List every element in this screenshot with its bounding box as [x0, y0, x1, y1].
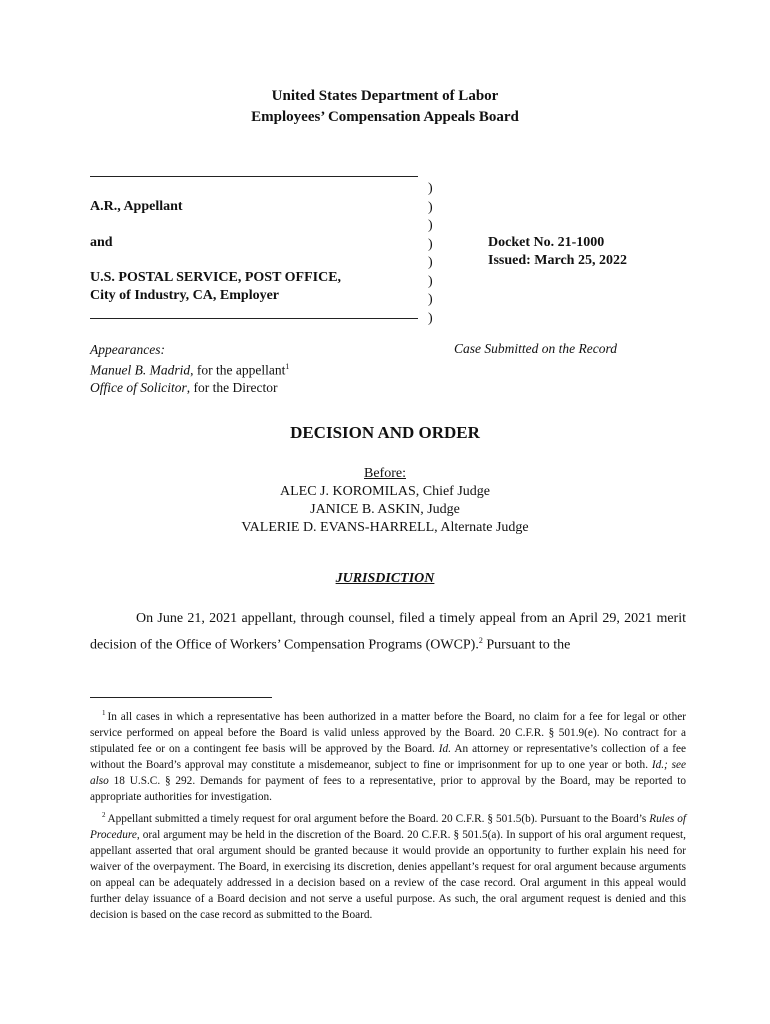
director-role: , for the Director	[186, 379, 278, 395]
paren: )	[428, 255, 433, 270]
judge-chief: ALEC J. KOROMILAS, Chief Judge	[280, 484, 490, 499]
judge-second: JANICE B. ASKIN, Judge	[310, 502, 460, 517]
before-label: Before:	[364, 466, 406, 481]
judges-panel	[0, 465, 770, 537]
paren: )	[428, 199, 433, 215]
agency-header	[0, 86, 770, 128]
docket-number: Docket No. 21-1000	[488, 235, 605, 250]
caption-parentheses	[428, 180, 433, 328]
footnote-1-cite-b: Id.; see also	[90, 759, 687, 788]
board-name: Employees’ Compensation Appeals Board	[251, 109, 519, 125]
footnote-2	[90, 807, 686, 923]
director-representative	[90, 379, 289, 396]
issued-date: Issued: March 25, 2022	[488, 253, 627, 268]
paren: )	[428, 236, 433, 252]
footnote-2-mark: 2	[102, 811, 106, 819]
footnote-1-mark: 1	[102, 709, 106, 717]
footnote-2-text-b: , oral argument may be held in the discretion of the Board. 20 C.F.R. § 501.5(a). In support of his oral argument request, appellant asserted that oral argument should be granted because it would provide an opportunity to further explain his need for waiver of the overpayment. The Board, in exercising its discretion, denies appellant’s request for oral argument because arguments on appeal can be adequately addressed in a decision based on a review of the case record. Oral argument in this appeal would further delay issuance of a Board decision and not serve a useful purpose. As such, the oral argument request is denied and this decision is based on the case record as submitted to the Board.	[90, 828, 686, 922]
footnote-ref-2[interactable]: 2	[478, 636, 483, 645]
footnote-1-text: In all cases in which a representative has been authorized in a matter before the Board, no claim for a fee for legal or other service performed on appeal before the Board is valid unless approved by the Board. 20 C.F.R. § 501.9(e). No contract for a stipulated fee or on a contingent fee basis will be approved by the Board.	[90, 710, 686, 755]
case-submitted-note: Case Submitted on the Record	[454, 341, 617, 356]
paren: )	[428, 218, 433, 233]
judge-alternate: VALERIE D. EVANS-HARRELL, Alternate Judge	[241, 520, 529, 535]
paragraph-text-continued: Pursuant to the	[482, 637, 571, 653]
rep-name: Manuel B. Madrid	[90, 362, 191, 378]
paren: )	[428, 273, 433, 289]
agency-name: United States Department of Labor	[271, 88, 499, 104]
jurisdiction-heading: JURISDICTION	[335, 571, 435, 586]
rep-role: , for the appellant	[190, 362, 286, 378]
footnote-1-text-b: An attorney or representative’s collection of a fee without the Board’s approval may constitute a misdemeanor, subject to fine or imprisonment for up to one year or both.	[90, 742, 686, 772]
appearances-block	[90, 341, 289, 396]
caption-and: and	[90, 235, 113, 250]
footnote-ref-1[interactable]: 1	[285, 362, 290, 371]
caption-bottom-rule	[90, 318, 418, 319]
director-name: Office of Solicitor	[90, 379, 187, 395]
footnote-1	[90, 705, 686, 805]
appellant-representative	[90, 358, 289, 379]
paragraph-text: On June 21, 2021 appellant, through counsel, filed a timely appeal from an April 29, 2021 merit decision of the Office of Workers’ Compensation Programs (OWCP).	[90, 611, 686, 653]
paren: )	[428, 292, 433, 307]
paren: )	[428, 181, 433, 196]
caption-employer-line2: City of Industry, CA, Employer	[90, 288, 280, 303]
caption-appellant: A.R., Appellant	[90, 199, 183, 214]
appearances-heading: Appearances:	[90, 342, 165, 357]
caption-employer-line1: U.S. POSTAL SERVICE, POST OFFICE,	[90, 270, 342, 285]
decision-title: DECISION AND ORDER	[290, 423, 480, 442]
footnote-2-rules: Rules of Procedure	[90, 812, 686, 841]
caption-top-rule	[90, 176, 418, 177]
jurisdiction-paragraph	[90, 608, 686, 657]
paren: )	[428, 310, 433, 326]
footnote-2-text: Appellant submitted a timely request for oral argument before the Board. 20 C.F.R. § 501.5(b). Pursuant to the Board’s	[107, 812, 650, 825]
footnote-1-text-c: 18 U.S.C. § 292. Demands for payment of fees to a representative, prior to approval by the Board, may be reported to appropriate authorities for investigation.	[90, 775, 686, 804]
footnote-1-cite: Id.	[438, 742, 452, 755]
footnote-separator	[90, 697, 272, 698]
docket-block	[488, 234, 627, 270]
